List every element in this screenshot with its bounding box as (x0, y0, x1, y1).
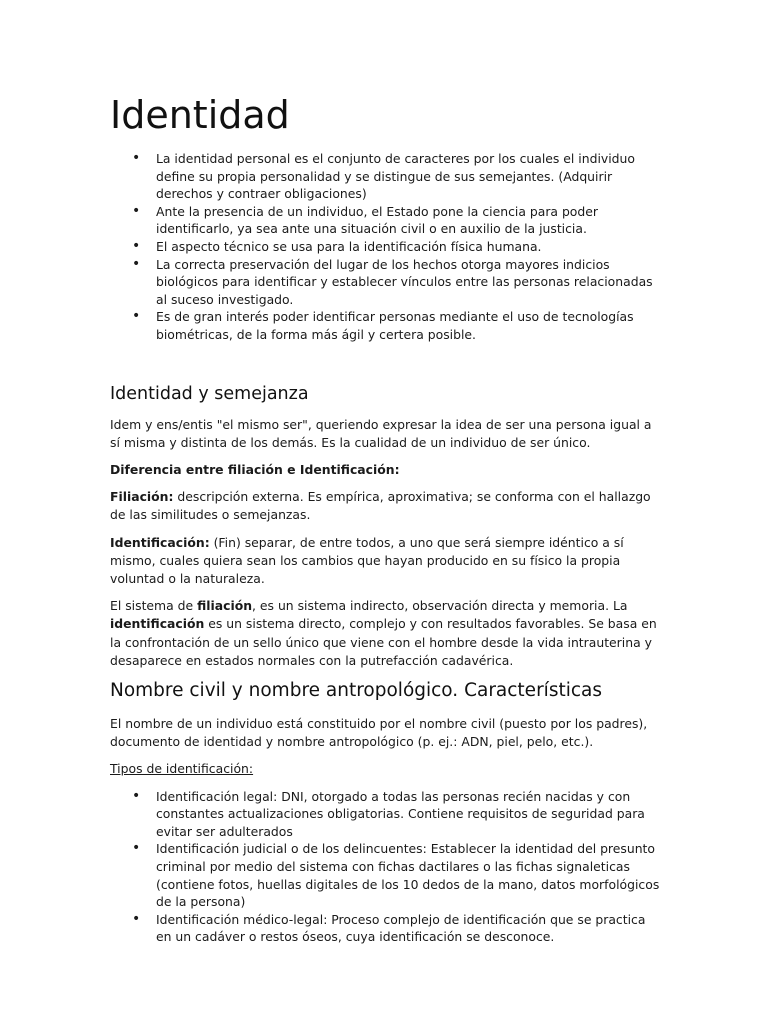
tipos-label: Tipos de identificación: (110, 761, 254, 777)
list-item: • Ante la presencia de un individuo, el Estado pone la ciencia para poder identificarlo, ya sea ante una situación civil o en auxilio de la justicia. (156, 203, 660, 238)
list-item: • Identificación judicial o de los delincuentes: Establecer la identidad del presunto criminal por medio del sistema con fichas dactilares o las fichas signaleticas (contiene fotos, huellas digitales de los 10 dedos de la mano, datos morfológicos de la persona) (156, 840, 660, 910)
document-title: Identidad (110, 93, 290, 137)
list-item: • El aspecto técnico se usa para la identificación física humana. (156, 238, 660, 256)
identificacion-label: Identificación: (110, 534, 210, 550)
sistema-bold-identificacion: identificación (110, 616, 205, 632)
filiacion-label: Filiación: (110, 489, 174, 505)
sistema-bold-filiacion: filiación (197, 598, 253, 614)
sistema-text-1: El sistema de (110, 598, 198, 614)
section-heading-identidad-semejanza: Identidad y semejanza (110, 383, 309, 404)
section-heading-nombre-civil: Nombre civil y nombre antropológico. Características (110, 679, 602, 701)
sistema-text-3: es un sistema directo, complejo y con resultados favorables. Se basa en la confrontación de un sello único que viene con el hombre desde la vida intrauterina y desaparece en estados normales con la putrefacción cadavérica. (110, 616, 657, 668)
paragraph-nombre: El nombre de un individuo está constituido por el nombre civil (puesto por los padres), documento de identidad y nombre antropológico (p. ej.: ADN, piel, pelo, etc.). (110, 715, 648, 750)
paragraph-diferencia-heading: Diferencia entre filiación e Identificación: (110, 461, 400, 477)
paragraph-identificacion (110, 534, 660, 589)
filiacion-text: descripción externa. Es empírica, aproximativa; se conforma con el hallazgo de las similitudes o semejanzas. (110, 489, 651, 523)
paragraph-filiacion (110, 488, 660, 524)
intro-bullet-list (110, 150, 660, 344)
identificacion-text: (Fin) separar, de entre todos, a uno que será siempre idéntico a sí mismo, cuales quiera sean los cambios que hayan producido en su físico la propia voluntad o la naturaleza. (110, 534, 624, 586)
list-item: • Identificación legal: DNI, otorgado a todas las personas recién nacidas y con constantes actualizaciones obligatorias. Contiene requisitos de seguridad para evitar ser adulterados (156, 788, 660, 841)
paragraph-sistema (110, 597, 660, 670)
list-item: • Identificación médico-legal: Proceso complejo de identificación que se practica en un cadáver o restos óseos, cuya identificación se desconoce. (156, 911, 660, 946)
sistema-text-2: , es un sistema indirecto, observación directa y memoria. La (252, 598, 628, 614)
list-item: • La identidad personal es el conjunto de caracteres por los cuales el individuo define su propia personalidad y se distingue de sus semejantes. (Adquirir derechos y contraer obligaciones) (156, 150, 660, 203)
document-content (110, 92, 660, 946)
list-item: • Es de gran interés poder identificar personas mediante el uso de tecnologías biométricas, de la forma más ágil y certera posible. (156, 308, 660, 343)
tipos-bullet-list (110, 788, 660, 946)
list-item: • La correcta preservación del lugar de los hechos otorga mayores indicios biológicos para identificar y establecer vínculos entre las personas relacionadas al suceso investigado. (156, 256, 660, 309)
paragraph-idem: Idem y ens/entis "el mismo ser", queriendo expresar la idea de ser una persona igual a sí misma y distinta de los demás. Es la cualidad de un individuo de ser único. (110, 416, 652, 450)
